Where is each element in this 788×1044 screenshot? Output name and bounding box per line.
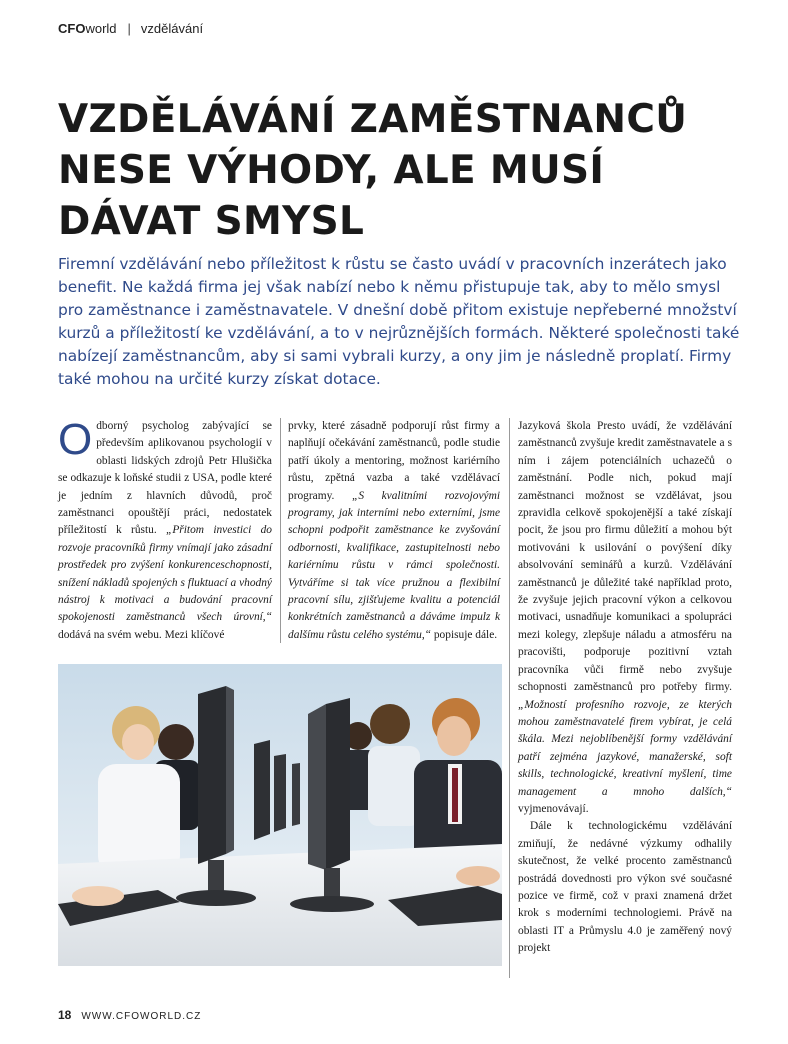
title-line: DÁVAT SMYSL	[58, 199, 365, 244]
quote-text: „Možností profesního rozvoje, ze kterých mohou zaměstnavatelé firem vybírat, je celá škála. Mezi nejoblíbenější formy vzdělávání patří zejména jazykové, manažerské, soft skills, technologické, kreativní myšlení, time management a mnoho dalších,“	[518, 698, 732, 798]
article-lead: Firemní vzdělávání nebo příležitost k růstu se často uvádí v pracovních inzerátech jako benefit. Ne každá firma jej však nabízí nebo k němu přistupuje tak, aby to mělo smysl pro zaměstnance i zaměstnavatele. V dnešní době přitom existuje nepřeberné množství kurzů a příležitostí ke vzdělávání, a to v nejrůznějších formách. Některé společnosti také nabízejí zaměstnancům, aby si sami vybrali kurzy, a ony jim je následně proplatí. Firmy také mohou na určité kurzy získat dotace.	[58, 255, 740, 388]
office-training-photo	[58, 664, 502, 966]
body-text: dborný psycholog zabývající se především aplikovanou psychologií v oblasti lidských zdrojů Petr Hlušička se odkazuje k loňské studii z USA, podle které je jedním z hlavních důvodů, proč zaměstnanci opouštějí práci, nedostatek příležitostí k růstu.	[58, 420, 272, 537]
column-divider	[509, 418, 510, 978]
body-text: dodává na svém webu. Mezi klíčové	[58, 628, 225, 641]
quote-text: „Přitom investici do rozvoje pracovníků firmy vnímají jako zásadní prostředek pro zvýšení konkurenceschopnosti, snížení nákladů spojených s fluktuací a vhodný nástroj k motivaci a budování pracovní spokojenosti zaměstnanců všech úrovní,“	[58, 524, 272, 624]
article-title	[58, 94, 748, 247]
body-text: vyjmenovávají.	[518, 802, 589, 815]
column-divider	[280, 418, 281, 643]
header-separator: |	[127, 21, 131, 36]
drop-cap: O	[58, 415, 93, 464]
text-column-1	[58, 415, 272, 644]
body-text: Dále k technologickému vzdělávání zmiňují, že nedávné výzkumy odhalily skutečnost, že velké procento zaměstnanců postrádá dovednosti pro výkon své současné pozice ve firmě, což v praxi znamená držet krok s moderními technologiemi. Právě na oblasti IT a Průmyslu 4.0 je zaměřený nový projekt	[518, 820, 732, 955]
body-text: prvky, které zásadně podporují růst firmy a naplňují očekávání zaměstnanců, podle studie patří úkoly a mentoring, možnost kariérního růstu, zpětná vazba a také vzdělávací programy.	[288, 420, 500, 502]
title-line: NESE VÝHODY, ALE MUSÍ	[58, 148, 605, 193]
body-text: popisuje dále.	[431, 628, 498, 641]
page-number: 18	[58, 1008, 72, 1022]
running-head	[58, 21, 203, 36]
brand-cfo: CFO	[58, 21, 86, 36]
brand-world: world	[85, 21, 117, 36]
photo-illustration	[58, 664, 502, 966]
section-label: vzdělávání	[140, 21, 204, 36]
title-line: VZDĚLÁVÁNÍ ZAMĚSTNANCŮ	[58, 97, 688, 142]
text-column-2	[288, 418, 500, 644]
site-url: WWW.CFOWORLD.CZ	[81, 1011, 202, 1022]
quote-text: „S kvalitními rozvojovými programy, jak interními nebo externími, jsme schopni podpořit zaměstnance ke zvyšování odbornosti, kvalifikace, zastupitelnosti nebo kariérnímu růstu v rámci společnosti. Vytváříme si tak více pružnou a flexibilní pracovní sílu, zjišťujeme kvalitu a potenciál konkrétních zaměstnanců a dáváme impulz k dalšímu růstu celého systému,“	[288, 489, 500, 641]
page-footer	[58, 1008, 201, 1022]
text-column-3	[518, 418, 732, 958]
body-text: Jazyková škola Presto uvádí, že vzdělávání zaměstnanců zvyšuje kredit zaměstnavatele a s ním i zájem potenciálních uchazečů o zaměstnání. Podle nich, pokud mají zaměstnanci možnost se vzdělávat, jsou zpravidla celkově spokojenější a také získají pocit, že jsou pro firmu důležití a mohou být motivováni k usilování o povýšení díky absolvování seminářů a kurzů. Vzdělávání zaměstnanců je důležité také například proto, že zvyšuje jejich pracovní výkon a celkovou motivaci, usnadňuje komunikaci a spolupráci mezi kolegy, zlepšuje náladu a atmosféru na pracovišti, podporuje pozitivní vztah pracovníka vůči firmě nebo zvyšuje schopnosti zaměstnanců pro potřeby firmy.	[518, 420, 732, 694]
